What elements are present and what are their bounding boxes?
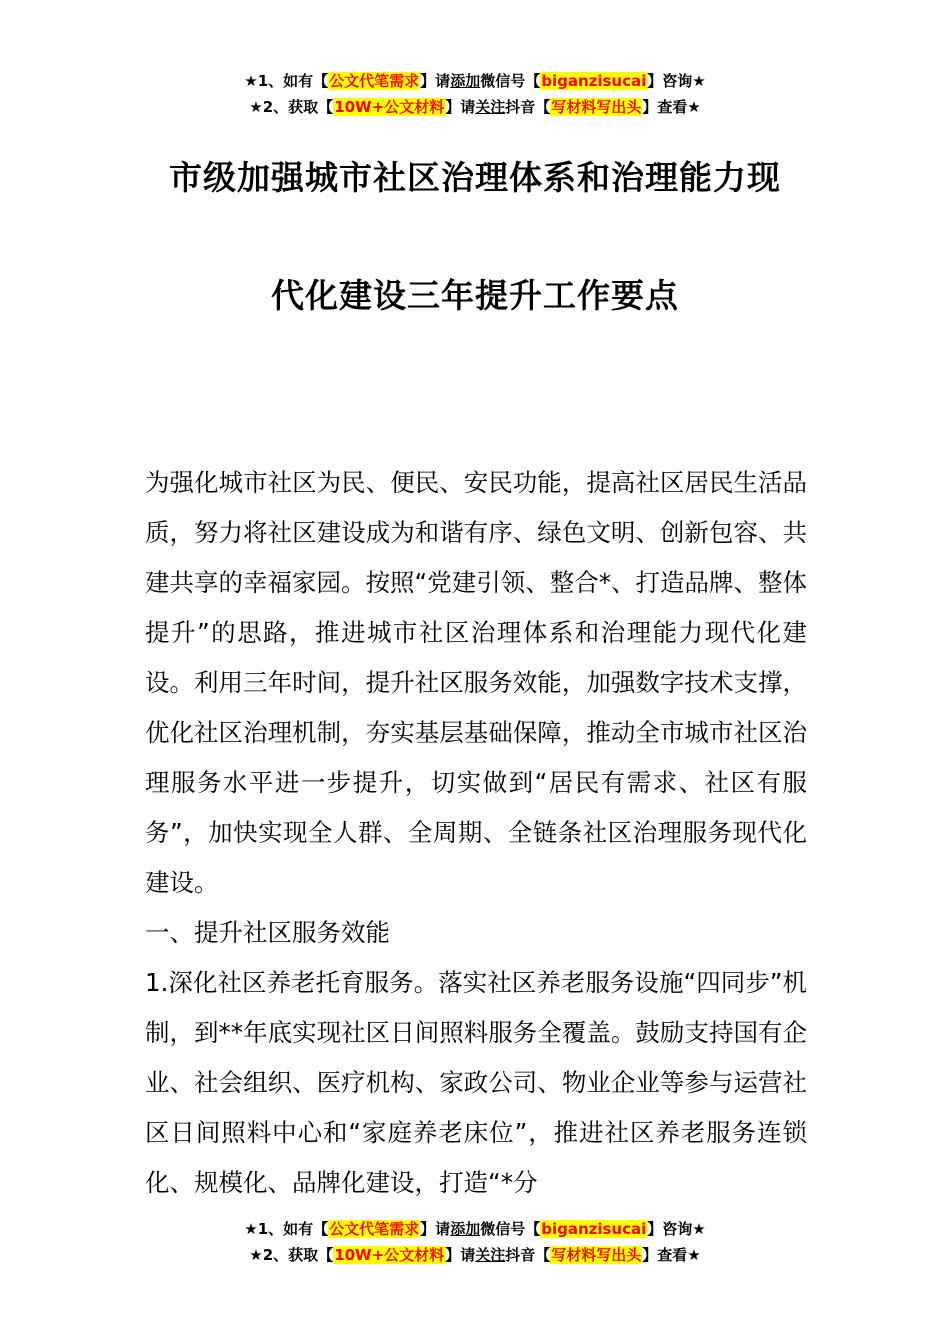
list-item: 1.深化社区养老托育服务。落实社区养老服务设施“四同步”机制，到**年底实现社区日间照料服务全覆盖。鼓励支持国有企业、社会组织、医疗机构、家政公司、物业企业等参与运营社区日间照料中心和“家庭养老床位”，推进社区养老服务连锁化、规模化、品牌化建设，打造“*分 (145, 968, 807, 1197)
footer-banner (0, 1216, 950, 1268)
banner-highlight: 10W+公文材料 (334, 1246, 445, 1264)
banner-text: ★2、获取【 (249, 98, 334, 116)
banner-underlined-text: 关注 (475, 98, 506, 116)
document-title-line-2: 代化建设三年提升工作要点 (271, 276, 679, 315)
banner-line-2 (0, 94, 950, 120)
banner-highlight: 公文代笔需求 (329, 1220, 420, 1238)
banner-text: 微信号【 (480, 1220, 541, 1238)
banner-text: 抖音【 (505, 98, 551, 116)
banner-line-1 (0, 1216, 950, 1242)
banner-line-1 (0, 68, 950, 94)
banner-text: 】查看★ (642, 98, 701, 116)
banner-text: 抖音【 (505, 1246, 551, 1264)
intro-paragraph: 为强化城市社区为民、便民、安民功能，提高社区居民生活品质，努力将社区建设成为和谐有序、绿色文明、创新包容、共建共享的幸福家园。按照“党建引领、整合*、打造品牌、整体提升”的思路，推进城市社区治理体系和治理能力现代化建设。利用三年时间，提升社区服务效能，加强数字技术支撑，优化社区治理机制，夯实基层基础保障，推动全市城市社区治理服务水平进一步提升，切实做到“居民有需求、社区有服务”，加快实现全人群、全周期、全链条社区治理服务现代化建设。 (145, 468, 807, 897)
banner-text: 】请 (420, 72, 451, 90)
section-heading: 一、提升社区服务效能 (145, 918, 390, 947)
banner-underlined-text: 添加 (450, 1220, 481, 1238)
banner-text: 】咨询★ (647, 72, 706, 90)
banner-highlight: biganzisucai (541, 1220, 647, 1238)
banner-text: 】查看★ (642, 1246, 701, 1264)
banner-line-2 (0, 1242, 950, 1268)
banner-text: ★1、如有【 (244, 1220, 329, 1238)
header-banner (0, 68, 950, 120)
banner-highlight: 写材料写出头 (551, 1246, 642, 1264)
banner-text: 】咨询★ (647, 1220, 706, 1238)
banner-highlight: 写材料写出头 (551, 98, 642, 116)
banner-highlight: biganzisucai (541, 72, 647, 90)
banner-text: ★2、获取【 (249, 1246, 334, 1264)
banner-underlined-text: 关注 (475, 1246, 506, 1264)
banner-text: ★1、如有【 (244, 72, 329, 90)
banner-text: 微信号【 (480, 72, 541, 90)
banner-text: 】请 (420, 1220, 451, 1238)
banner-highlight: 10W+公文材料 (334, 98, 445, 116)
banner-text: 】请 (445, 1246, 476, 1264)
document-title-line-1: 市级加强城市社区治理体系和治理能力现 (169, 158, 781, 197)
document-body (145, 458, 807, 1208)
banner-highlight: 公文代笔需求 (329, 72, 420, 90)
banner-underlined-text: 添加 (450, 72, 481, 90)
banner-text: 】请 (445, 98, 476, 116)
